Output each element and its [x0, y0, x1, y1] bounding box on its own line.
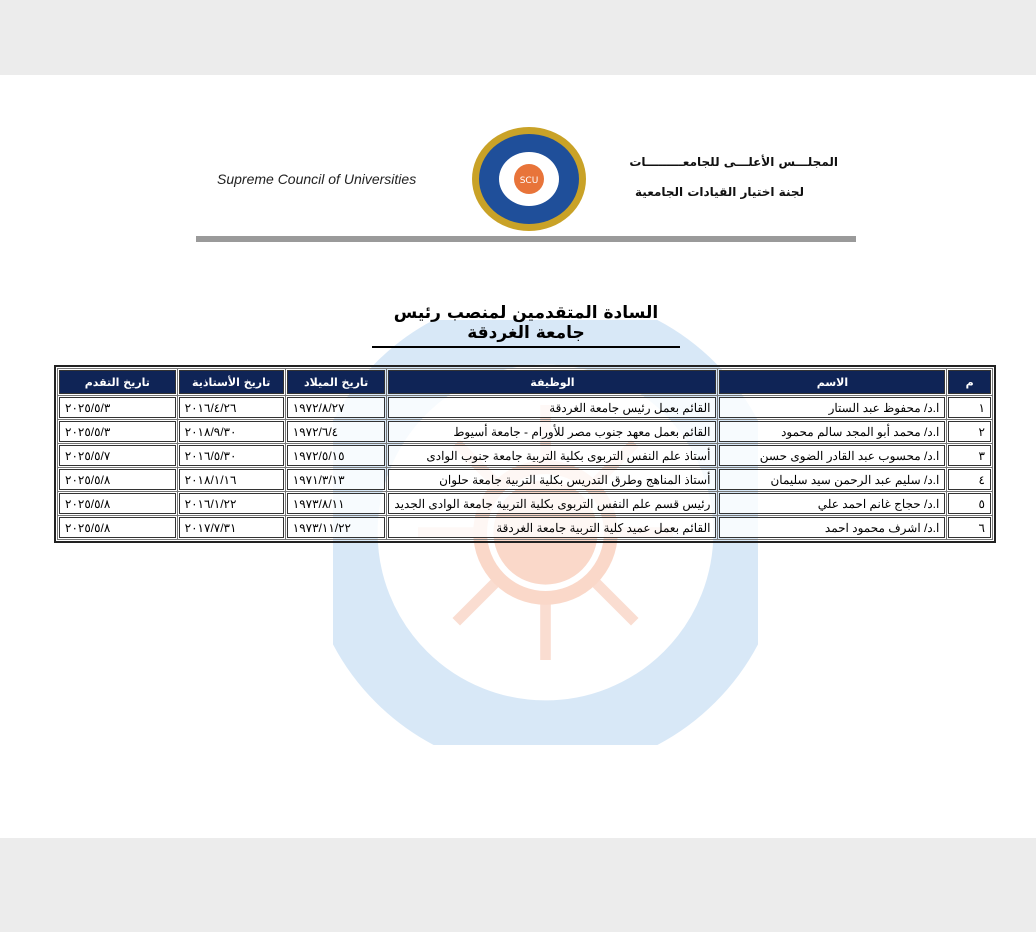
document-title: السادة المتقدمين لمنصب رئيس جامعة الغردقة: [372, 303, 680, 348]
application-date: ٢٠٢٥/٥/٨: [59, 517, 176, 538]
applicant-name: ا.د/ اشرف محمود احمد: [719, 517, 945, 538]
applicant-name: ا.د/ حجاج غانم احمد علي: [719, 493, 945, 514]
application-date: ٢٠٢٥/٥/٣: [59, 421, 176, 442]
professorship-date: ٢٠١٨/١/١٦: [179, 469, 284, 490]
committee-name: لجنة اختيار القيادات الجامعية: [635, 185, 804, 199]
applicant-position: أستاذ علم النفس التربوى بكلية التربية جامعة جنوب الوادى: [388, 445, 716, 466]
application-date: ٢٠٢٥/٥/٣: [59, 397, 176, 418]
scu-logo: [470, 125, 588, 233]
row-index: ٢: [948, 421, 991, 442]
applicant-position: القائم بعمل عميد كلية التربية جامعة الغردقة: [388, 517, 716, 538]
birth-date: ١٩٧٢/٨/٢٧: [287, 397, 386, 418]
col-professorship-date: تاريخ الأستاذية: [179, 370, 284, 394]
table-row: [59, 421, 991, 442]
applicant-position: القائم بعمل رئيس جامعة الغردقة: [388, 397, 716, 418]
row-index: ٤: [948, 469, 991, 490]
applicant-name: ا.د/ سليم عبد الرحمن سيد سليمان: [719, 469, 945, 490]
professorship-date: ٢٠١٨/٩/٣٠: [179, 421, 284, 442]
table-row: [59, 493, 991, 514]
row-index: ٦: [948, 517, 991, 538]
professorship-date: ٢٠١٧/٧/٣١: [179, 517, 284, 538]
birth-date: ١٩٧٣/٨/١١: [287, 493, 386, 514]
birth-date: ١٩٧٣/١١/٢٢: [287, 517, 386, 538]
col-application-date: تاريخ التقدم: [59, 370, 176, 394]
col-birth-date: تاريخ الميلاد: [287, 370, 386, 394]
applicant-position: القائم بعمل معهد جنوب مصر للأورام - جامعة أسيوط: [388, 421, 716, 442]
applicant-name: ا.د/ محفوظ عبد الستار: [719, 397, 945, 418]
arabic-org-name: المجلـــس الأعلـــى للجامعـــــــــات: [629, 155, 838, 169]
row-index: ١: [948, 397, 991, 418]
english-org-name: Supreme Council of Universities: [217, 171, 417, 187]
applicant-position: رئيس قسم علم النفس التربوى بكلية التربية جامعة الوادى الجديد: [388, 493, 716, 514]
table-row: [59, 445, 991, 466]
table-row: [59, 397, 991, 418]
birth-date: ١٩٧٢/٥/١٥: [287, 445, 386, 466]
header-divider: [196, 236, 856, 242]
professorship-date: ٢٠١٦/٤/٢٦: [179, 397, 284, 418]
applicant-position: أستاذ المناهج وطرق التدريس بكلية التربية جامعة حلوان: [388, 469, 716, 490]
application-date: ٢٠٢٥/٥/٧: [59, 445, 176, 466]
document-page: [0, 75, 1036, 838]
svg-text:SCU: SCU: [519, 176, 539, 186]
table-header-row: [59, 370, 991, 394]
birth-date: ١٩٧٢/٦/٤: [287, 421, 386, 442]
applicant-name: ا.د/ محمد أبو المجد سالم محمود: [719, 421, 945, 442]
birth-date: ١٩٧١/٣/١٣: [287, 469, 386, 490]
col-name: الاسم: [719, 370, 945, 394]
professorship-date: ٢٠١٦/١/٢٢: [179, 493, 284, 514]
application-date: ٢٠٢٥/٥/٨: [59, 469, 176, 490]
row-index: ٣: [948, 445, 991, 466]
row-index: ٥: [948, 493, 991, 514]
table-row: [59, 517, 991, 538]
col-position: الوظيفة: [388, 370, 716, 394]
col-index: م: [948, 370, 991, 394]
table-row: [59, 469, 991, 490]
professorship-date: ٢٠١٦/٥/٣٠: [179, 445, 284, 466]
applicant-name: ا.د/ محسوب عبد القادر الضوى حسن: [719, 445, 945, 466]
applicants-table: [54, 365, 996, 543]
application-date: ٢٠٢٥/٥/٨: [59, 493, 176, 514]
